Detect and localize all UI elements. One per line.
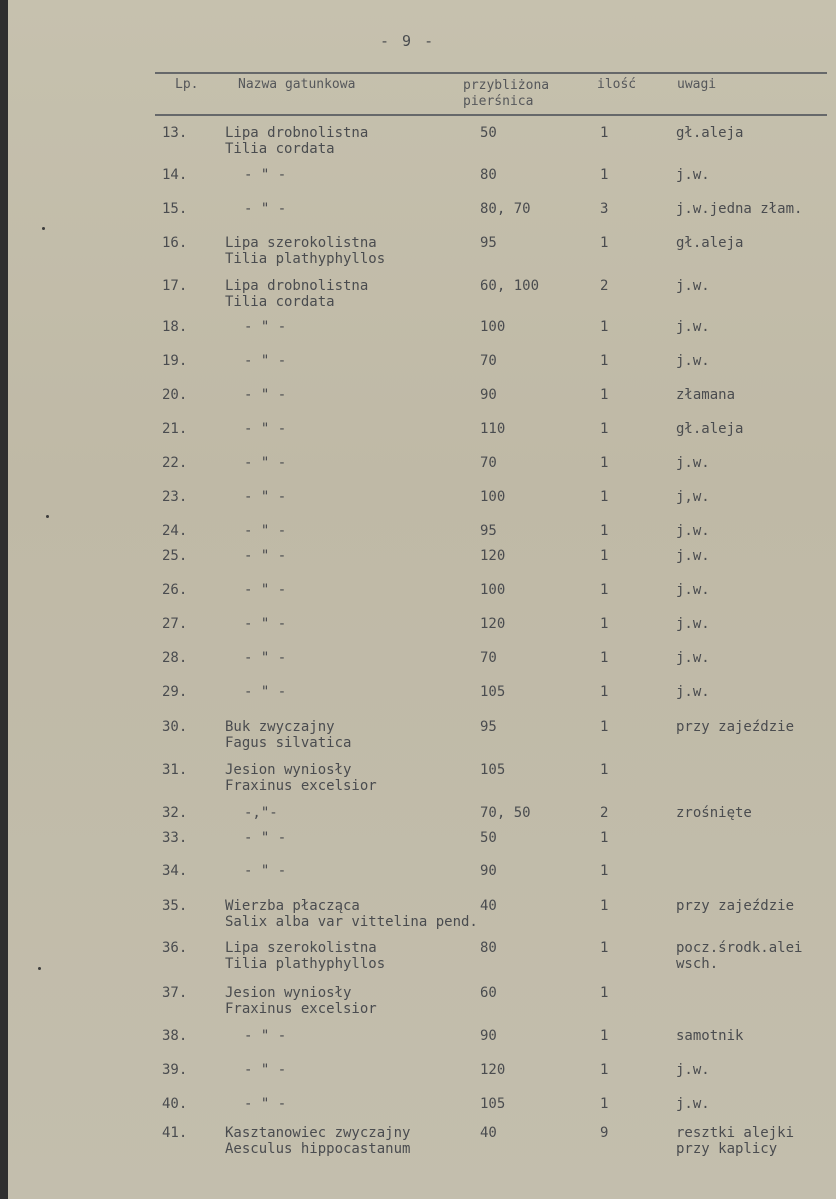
- quantity-value: 1: [600, 898, 609, 914]
- quantity-value: 1: [600, 650, 609, 666]
- species-name: - " -: [244, 387, 287, 403]
- diameter-value: 40: [480, 898, 497, 914]
- species-name: Kasztanowiec zwyczajny Aesculus hippocastanum: [225, 1125, 411, 1157]
- row-number: 24.: [162, 523, 188, 539]
- diameter-value: 60: [480, 985, 497, 1001]
- table-row: [0, 1028, 836, 1058]
- row-number: 26.: [162, 582, 188, 598]
- table-row: [0, 863, 836, 893]
- row-number: 18.: [162, 319, 188, 335]
- table-row: [0, 353, 836, 383]
- row-number: 22.: [162, 455, 188, 471]
- remarks: zrośnięte: [676, 805, 752, 821]
- diameter-value: 95: [480, 523, 497, 539]
- remarks: j.w.: [676, 616, 710, 632]
- remarks: j.w.: [676, 650, 710, 666]
- remarks: j.w.: [676, 455, 710, 471]
- species-name: - " -: [244, 863, 287, 879]
- header-lp: Lp.: [175, 77, 199, 92]
- quantity-value: 3: [600, 201, 609, 217]
- quantity-value: 1: [600, 985, 609, 1001]
- quantity-value: 1: [600, 353, 609, 369]
- diameter-value: 105: [480, 1096, 506, 1112]
- remarks: j.w.: [676, 167, 710, 183]
- table-row: [0, 650, 836, 680]
- species-name: - " -: [244, 1028, 287, 1044]
- quantity-value: 1: [600, 387, 609, 403]
- row-number: 20.: [162, 387, 188, 403]
- diameter-value: 40: [480, 1125, 497, 1141]
- diameter-value: 70: [480, 455, 497, 471]
- table-row: [0, 201, 836, 231]
- quantity-value: 1: [600, 167, 609, 183]
- remarks: j.w.: [676, 1096, 710, 1112]
- quantity-value: 9: [600, 1125, 609, 1141]
- diameter-value: 80, 70: [480, 201, 531, 217]
- table-header-rule: [155, 114, 827, 116]
- species-name: - " -: [244, 650, 287, 666]
- remarks: j.w.: [676, 582, 710, 598]
- diameter-value: 90: [480, 387, 497, 403]
- species-name: Jesion wyniosły Fraxinus excelsior: [225, 762, 377, 794]
- table-row: [0, 235, 836, 265]
- quantity-value: 1: [600, 616, 609, 632]
- species-name: Lipa szerokolistna Tilia plathyphyllos: [225, 940, 386, 972]
- row-number: 32.: [162, 805, 188, 821]
- diameter-value: 80: [480, 167, 497, 183]
- quantity-value: 1: [600, 235, 609, 251]
- table-row: [0, 684, 836, 714]
- remarks: j.w.: [676, 684, 710, 700]
- remarks: gł.aleja: [676, 125, 744, 141]
- table-row: [0, 1125, 836, 1155]
- remarks: j.w.: [676, 353, 710, 369]
- diameter-value: 80: [480, 940, 497, 956]
- quantity-value: 1: [600, 421, 609, 437]
- scan-speck: [46, 515, 49, 518]
- quantity-value: 1: [600, 830, 609, 846]
- table-row: [0, 1062, 836, 1092]
- row-number: 25.: [162, 548, 188, 564]
- quantity-value: 1: [600, 863, 609, 879]
- quantity-value: 1: [600, 719, 609, 735]
- diameter-value: 50: [480, 830, 497, 846]
- species-name: -,"-: [244, 805, 278, 821]
- remarks: samotnik: [676, 1028, 744, 1044]
- header-qty: ilość: [597, 77, 637, 92]
- species-name: - " -: [244, 582, 287, 598]
- row-number: 16.: [162, 235, 188, 251]
- row-number: 23.: [162, 489, 188, 505]
- species-name: Wierzba płacząca Salix alba var vittelina pend.: [225, 898, 478, 930]
- diameter-value: 100: [480, 319, 506, 335]
- quantity-value: 1: [600, 762, 609, 778]
- diameter-value: 90: [480, 863, 497, 879]
- species-name: Lipa szerokolistna Tilia plathyphyllos: [225, 235, 386, 267]
- species-name: - " -: [244, 830, 287, 846]
- row-number: 36.: [162, 940, 188, 956]
- table-row: [0, 319, 836, 349]
- header-note: uwagi: [677, 77, 717, 92]
- diameter-value: 100: [480, 489, 506, 505]
- quantity-value: 1: [600, 1096, 609, 1112]
- table-row: [0, 940, 836, 970]
- table-row: [0, 582, 836, 612]
- species-name: Buk zwyczajny Fagus silvatica: [225, 719, 352, 751]
- diameter-value: 90: [480, 1028, 497, 1044]
- row-number: 30.: [162, 719, 188, 735]
- species-name: - " -: [244, 523, 287, 539]
- table-row: [0, 421, 836, 451]
- remarks: j.w.: [676, 278, 710, 294]
- table-top-rule: [155, 72, 827, 74]
- diameter-value: 100: [480, 582, 506, 598]
- row-number: 40.: [162, 1096, 188, 1112]
- quantity-value: 1: [600, 125, 609, 141]
- table-row: [0, 125, 836, 155]
- diameter-value: 105: [480, 762, 506, 778]
- species-name: - " -: [244, 319, 287, 335]
- quantity-value: 1: [600, 1028, 609, 1044]
- quantity-value: 1: [600, 523, 609, 539]
- quantity-value: 1: [600, 489, 609, 505]
- species-name: - " -: [244, 201, 287, 217]
- remarks: j,w.: [676, 489, 710, 505]
- quantity-value: 1: [600, 455, 609, 471]
- diameter-value: 110: [480, 421, 506, 437]
- species-name: Lipa drobnolistna Tilia cordata: [225, 278, 369, 310]
- row-number: 37.: [162, 985, 188, 1001]
- species-name: - " -: [244, 616, 287, 632]
- species-name: - " -: [244, 167, 287, 183]
- diameter-value: 95: [480, 719, 497, 735]
- diameter-value: 70: [480, 353, 497, 369]
- diameter-value: 120: [480, 1062, 506, 1078]
- scan-speck: [38, 967, 41, 970]
- table-row: [0, 548, 836, 578]
- table-row: [0, 167, 836, 197]
- row-number: 35.: [162, 898, 188, 914]
- table-row: [0, 489, 836, 519]
- remarks: gł.aleja: [676, 235, 744, 251]
- remarks: resztki alejki przy kaplicy: [676, 1125, 795, 1157]
- species-name: Jesion wyniosły Fraxinus excelsior: [225, 985, 377, 1017]
- row-number: 21.: [162, 421, 188, 437]
- row-number: 15.: [162, 201, 188, 217]
- page-number: - 9 -: [380, 32, 436, 50]
- diameter-value: 50: [480, 125, 497, 141]
- species-name: - " -: [244, 548, 287, 564]
- remarks: j.w.: [676, 548, 710, 564]
- header-name: Nazwa gatunkowa: [238, 77, 356, 92]
- row-number: 34.: [162, 863, 188, 879]
- row-number: 31.: [162, 762, 188, 778]
- species-name: - " -: [244, 1096, 287, 1112]
- diameter-value: 120: [480, 548, 506, 564]
- remarks: j.w.: [676, 523, 710, 539]
- scan-speck: [42, 227, 45, 230]
- species-name: - " -: [244, 421, 287, 437]
- table-row: [0, 830, 836, 860]
- row-number: 41.: [162, 1125, 188, 1141]
- row-number: 19.: [162, 353, 188, 369]
- header-size: przybliżona pierśnica: [463, 78, 550, 109]
- remarks: j.w.jedna złam.: [676, 201, 803, 217]
- quantity-value: 2: [600, 805, 609, 821]
- row-number: 33.: [162, 830, 188, 846]
- remarks: j.w.: [676, 1062, 710, 1078]
- table-row: [0, 278, 836, 308]
- species-name: - " -: [244, 684, 287, 700]
- diameter-value: 70, 50: [480, 805, 531, 821]
- species-name: Lipa drobnolistna Tilia cordata: [225, 125, 369, 157]
- species-name: - " -: [244, 1062, 287, 1078]
- species-name: - " -: [244, 489, 287, 505]
- quantity-value: 2: [600, 278, 609, 294]
- table-row: [0, 455, 836, 485]
- table-row: [0, 387, 836, 417]
- table-row: [0, 616, 836, 646]
- remarks: złamana: [676, 387, 736, 403]
- diameter-value: 120: [480, 616, 506, 632]
- table-row: [0, 1096, 836, 1126]
- diameter-value: 60, 100: [480, 278, 540, 294]
- quantity-value: 1: [600, 319, 609, 335]
- row-number: 28.: [162, 650, 188, 666]
- species-name: - " -: [244, 353, 287, 369]
- quantity-value: 1: [600, 548, 609, 564]
- row-number: 39.: [162, 1062, 188, 1078]
- remarks: pocz.środk.alei wsch.: [676, 940, 803, 972]
- remarks: przy zajeździe: [676, 719, 795, 735]
- row-number: 17.: [162, 278, 188, 294]
- table-row: [0, 985, 836, 1015]
- table-row: [0, 898, 836, 928]
- row-number: 38.: [162, 1028, 188, 1044]
- quantity-value: 1: [600, 684, 609, 700]
- row-number: 27.: [162, 616, 188, 632]
- row-number: 13.: [162, 125, 188, 141]
- quantity-value: 1: [600, 582, 609, 598]
- remarks: przy zajeździe: [676, 898, 795, 914]
- table-row: [0, 719, 836, 749]
- diameter-value: 105: [480, 684, 506, 700]
- diameter-value: 70: [480, 650, 497, 666]
- quantity-value: 1: [600, 940, 609, 956]
- remarks: gł.aleja: [676, 421, 744, 437]
- row-number: 29.: [162, 684, 188, 700]
- diameter-value: 95: [480, 235, 497, 251]
- row-number: 14.: [162, 167, 188, 183]
- species-name: - " -: [244, 455, 287, 471]
- remarks: j.w.: [676, 319, 710, 335]
- quantity-value: 1: [600, 1062, 609, 1078]
- table-row: [0, 762, 836, 792]
